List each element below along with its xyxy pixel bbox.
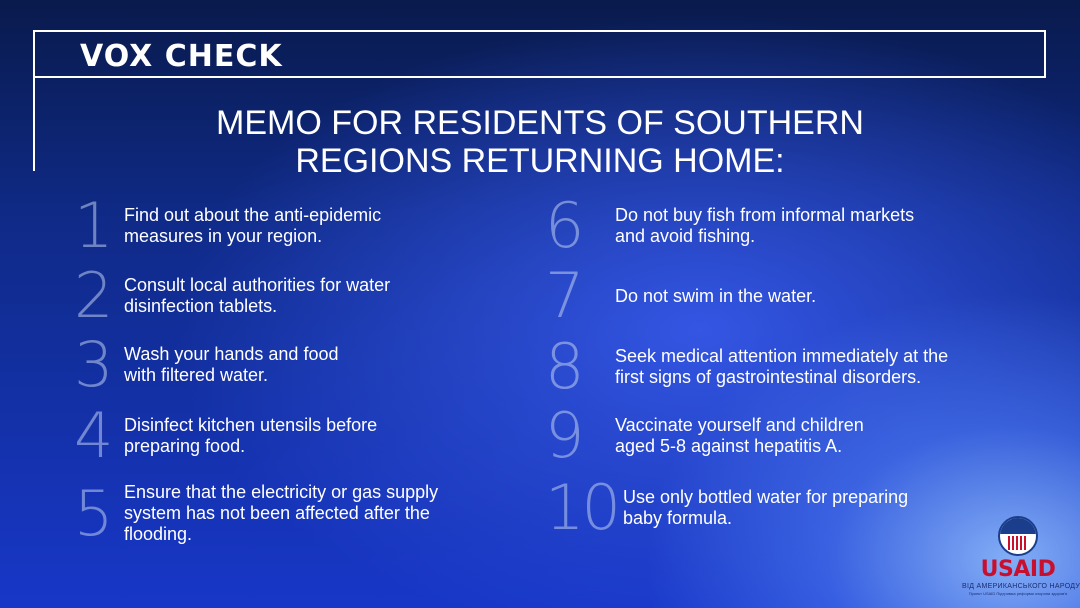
- header-frame-divider: [33, 76, 1046, 78]
- memo-item-number: 1: [74, 189, 114, 262]
- usaid-seal-icon: [998, 516, 1038, 556]
- memo-item-number: 6: [545, 189, 585, 262]
- memo-item-9: [545, 399, 864, 472]
- memo-title: [0, 104, 1080, 180]
- memo-item-text: Consult local authorities for water disinfection tablets.: [124, 275, 391, 316]
- memo-item-number: 9: [545, 399, 585, 472]
- vox-check-logo: VOX CHECK: [80, 39, 283, 74]
- usaid-project-note: Проект USAID Підтримка реформи охорони здоров'я: [968, 591, 1068, 596]
- memo-item-number: 5: [74, 476, 114, 550]
- memo-item-text: Disinfect kitchen utensils before preparing food.: [124, 415, 378, 456]
- memo-title-line-2: REGIONS RETURNING HOME:: [295, 142, 785, 180]
- memo-item-text: Do not swim in the water.: [615, 285, 817, 306]
- memo-item-2: [74, 259, 391, 332]
- usaid-wordmark: USAID: [980, 557, 1056, 582]
- memo-item-text: Use only bottled water for preparing baby formula.: [623, 487, 909, 528]
- memo-item-text: Find out about the anti-epidemic measures in your region.: [124, 205, 382, 246]
- memo-item-1: [74, 189, 382, 262]
- memo-item-number: 4: [74, 399, 114, 472]
- memo-item-4: [74, 399, 378, 472]
- memo-item-10: [545, 471, 909, 544]
- memo-item-text: Wash your hands and food with filtered water.: [124, 344, 339, 385]
- memo-item-text: Ensure that the electricity or gas supply system has not been affected after the flooding.: [124, 482, 439, 544]
- memo-item-number: 7: [545, 259, 585, 332]
- memo-title-line-1: MEMO FOR RESIDENTS OF SOUTHERN: [216, 104, 864, 142]
- memo-item-number: 2: [74, 259, 114, 332]
- memo-item-number: 3: [74, 328, 114, 401]
- memo-item-6: [545, 189, 915, 262]
- memo-item-number: 8: [545, 330, 585, 403]
- memo-item-text: Vaccinate yourself and children aged 5-8 against hepatitis A.: [615, 415, 864, 456]
- memo-item-7: [545, 259, 817, 332]
- usaid-tagline: ВІД АМЕРИКАНСЬКОГО НАРОДУ: [962, 583, 1080, 590]
- memo-item-text: Seek medical attention immediately at the first signs of gastrointestinal disorders.: [615, 346, 949, 387]
- memo-item-5: [74, 476, 439, 550]
- usaid-logo: [962, 516, 1080, 597]
- memo-item-3: [74, 328, 339, 401]
- memo-item-number: 10: [545, 471, 618, 544]
- memo-item-8: [545, 330, 949, 403]
- memo-item-text: Do not buy fish from informal markets and avoid fishing.: [615, 205, 915, 246]
